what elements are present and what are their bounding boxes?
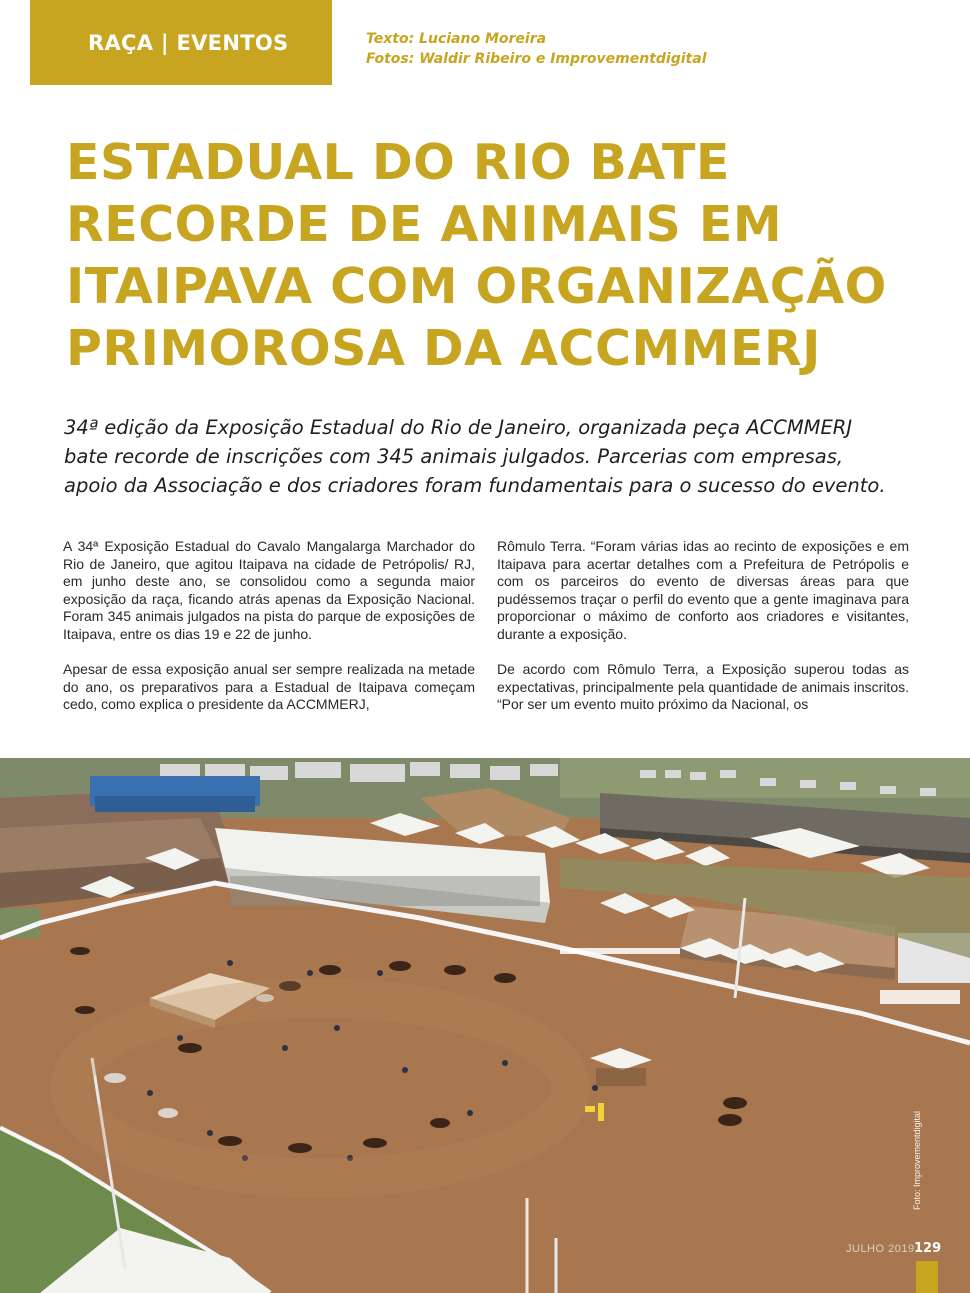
headline-line: PRIMOROSA DA ACCMMERJ (66, 320, 821, 377)
page-number: 129 (914, 1241, 942, 1256)
lead-line: 34ª edição da Exposição Estadual do Rio de Janeiro, organizada peça ACCMMERJ (64, 416, 853, 439)
lead-line: bate recorde de inscrições com 345 animais julgados. Parcerias com empresas, (64, 445, 844, 468)
body-column-right (497, 538, 909, 732)
aerial-photo-illustration (0, 758, 970, 1293)
issue-date: JULHO 2019 (846, 1243, 915, 1255)
article-credits (366, 29, 707, 69)
body-column-left (63, 538, 475, 732)
headline-line: RECORDE DE ANIMAIS EM (66, 196, 783, 253)
section-label: RAÇA | EVENTOS (88, 30, 289, 55)
page-marker-bar (916, 1261, 938, 1293)
photo-credit-vertical: Foto: Improvementdigital (912, 1110, 922, 1210)
lead-line: apoio da Associação e dos criadores foram fundamentais para o sucesso do evento. (64, 474, 886, 497)
body-paragraph: Rômulo Terra. “Foram várias idas ao recinto de exposições e em Itaipava para acertar detalhes com a Prefeitura de Petrópolis e com os parceiros do evento de diversas áreas para que pudéssemos traçar o perfil do evento que a gente imaginava para proporcionar o máximo de conforto aos criadores e visitantes, durante a exposição. (497, 538, 909, 642)
body-paragraph: De acordo com Rômulo Terra, a Exposição superou todas as expectativas, principalmente pela quantidade de animais inscritos. “Por ser um evento muito próximo da Nacional, os (497, 661, 909, 713)
photo-credit-header: Fotos: Waldir Ribeiro e Improvementdigital (366, 51, 707, 67)
headline-line: ITAIPAVA COM ORGANIZAÇÃO (66, 258, 887, 315)
headline-line: ESTADUAL DO RIO BATE (66, 134, 730, 191)
body-paragraph: A 34ª Exposição Estadual do Cavalo Mangalarga Marchador do Rio de Janeiro, que agitou Itaipava na cidade de Petrópolis/ RJ, em junho deste ano, se consolidou como a segunda maior exposição da raça, ficando atrás apenas da Exposição Nacional. Foram 345 animais julgados na pista do parque de exposições de Itaipava, entre os dias 19 e 22 de junho. (63, 538, 475, 642)
text-credit: Texto: Luciano Moreira (366, 31, 547, 47)
aerial-photo (0, 758, 970, 1293)
article-headline (66, 132, 946, 380)
body-paragraph: Apesar de essa exposição anual ser sempre realizada na metade do ano, os preparativos para a Estadual de Itaipava começam cedo, como explica o presidente da ACCMMERJ, (63, 661, 475, 713)
section-tag (30, 0, 332, 85)
article-lead (64, 413, 906, 500)
